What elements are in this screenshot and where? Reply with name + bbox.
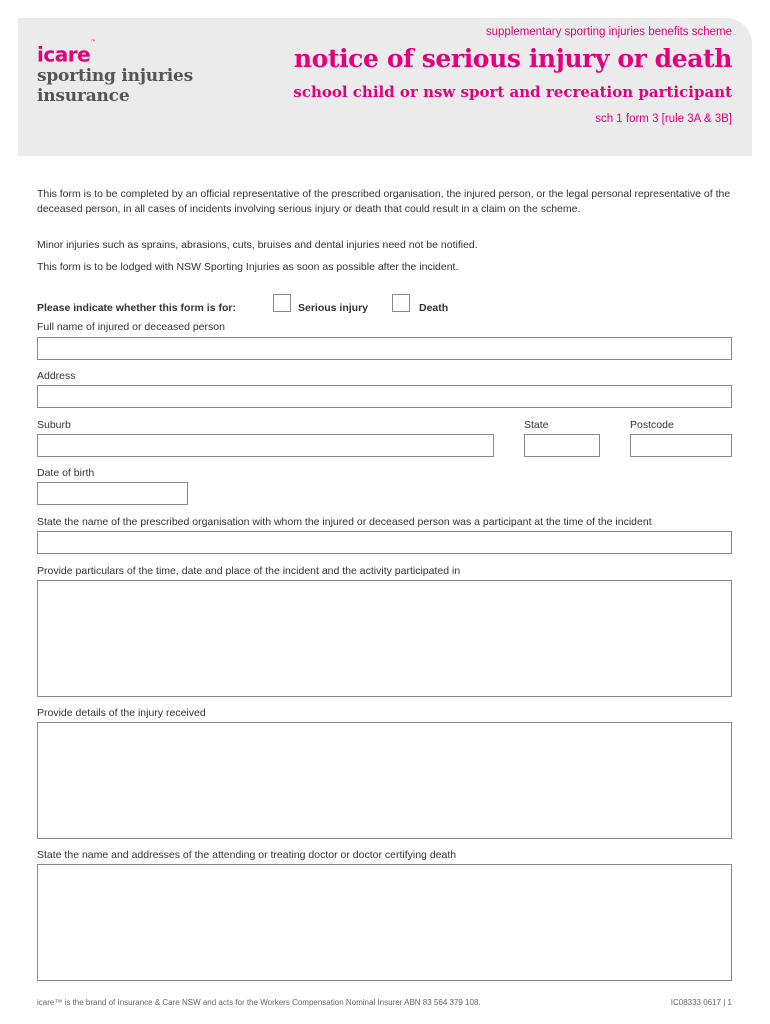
doctor-field[interactable] — [37, 864, 732, 981]
form-reference: sch 1 form 3 [rule 3A & 3B] — [595, 113, 732, 125]
death-checkbox[interactable] — [392, 294, 410, 312]
intro-paragraph-1: This form is to be completed by an official representative of the prescribed organisation, the injured person, or the legal personal representative of the deceased person, in all cases of incidents involving serious injury or death that could result in a claim on the scheme. — [37, 188, 731, 215]
injury-details-label: Provide details of the injury received — [37, 707, 206, 719]
suburb-label: Suburb — [37, 419, 71, 431]
particulars-field[interactable] — [37, 580, 732, 697]
full-name-field[interactable] — [37, 337, 732, 360]
injury-details-field[interactable] — [37, 722, 732, 839]
serious-injury-checkbox[interactable] — [273, 294, 291, 312]
postcode-label: Postcode — [630, 419, 674, 431]
scheme-name: supplementary sporting injuries benefits scheme — [485, 26, 732, 38]
intro-paragraph-3: This form is to be lodged with NSW Sporting Injuries as soon as possible after the incident. — [37, 261, 459, 273]
organisation-field[interactable] — [37, 531, 732, 554]
intro-paragraph-2: Minor injuries such as sprains, abrasions, cuts, bruises and dental injuries need not be notified. — [37, 239, 478, 251]
particulars-label: Provide particulars of the time, date and place of the incident and the activity participated in — [37, 565, 461, 577]
page-subtitle: school child or nsw sport and recreation participant — [293, 83, 732, 101]
logo-brand: icare — [37, 42, 91, 67]
logo-line1: sporting injuries — [37, 65, 193, 86]
icare-logo — [37, 39, 193, 106]
dob-label: Date of birth — [37, 467, 95, 479]
death-label: Death — [419, 302, 449, 314]
dob-field[interactable] — [37, 482, 188, 505]
page-title: notice of serious injury or death — [293, 44, 732, 73]
address-label: Address — [37, 370, 76, 382]
organisation-label: State the name of the prescribed organisation with whom the injured or deceased person was a participant at the time of the incident — [37, 516, 652, 528]
address-field[interactable] — [37, 385, 732, 408]
postcode-field[interactable] — [630, 434, 732, 457]
serious-injury-label: Serious injury — [298, 302, 369, 314]
logo-line2: insurance — [37, 85, 130, 106]
logo-tm: ™ — [90, 39, 96, 46]
suburb-field[interactable] — [37, 434, 494, 457]
full-name-label: Full name of injured or deceased person — [37, 321, 225, 333]
footer-page-ref: IC08333 0617 | 1 — [670, 998, 732, 1007]
state-label: State — [524, 419, 549, 431]
state-field[interactable] — [524, 434, 600, 457]
footer-disclaimer: icare™ is the brand of Insurance & Care NSW and acts for the Workers Compensation Nominal Insurer ABN 83 564 379 108. — [37, 998, 481, 1007]
form-type-label: Please indicate whether this form is for: — [37, 302, 236, 314]
doctor-label: State the name and addresses of the attending or treating doctor or doctor certifying death — [37, 849, 457, 861]
